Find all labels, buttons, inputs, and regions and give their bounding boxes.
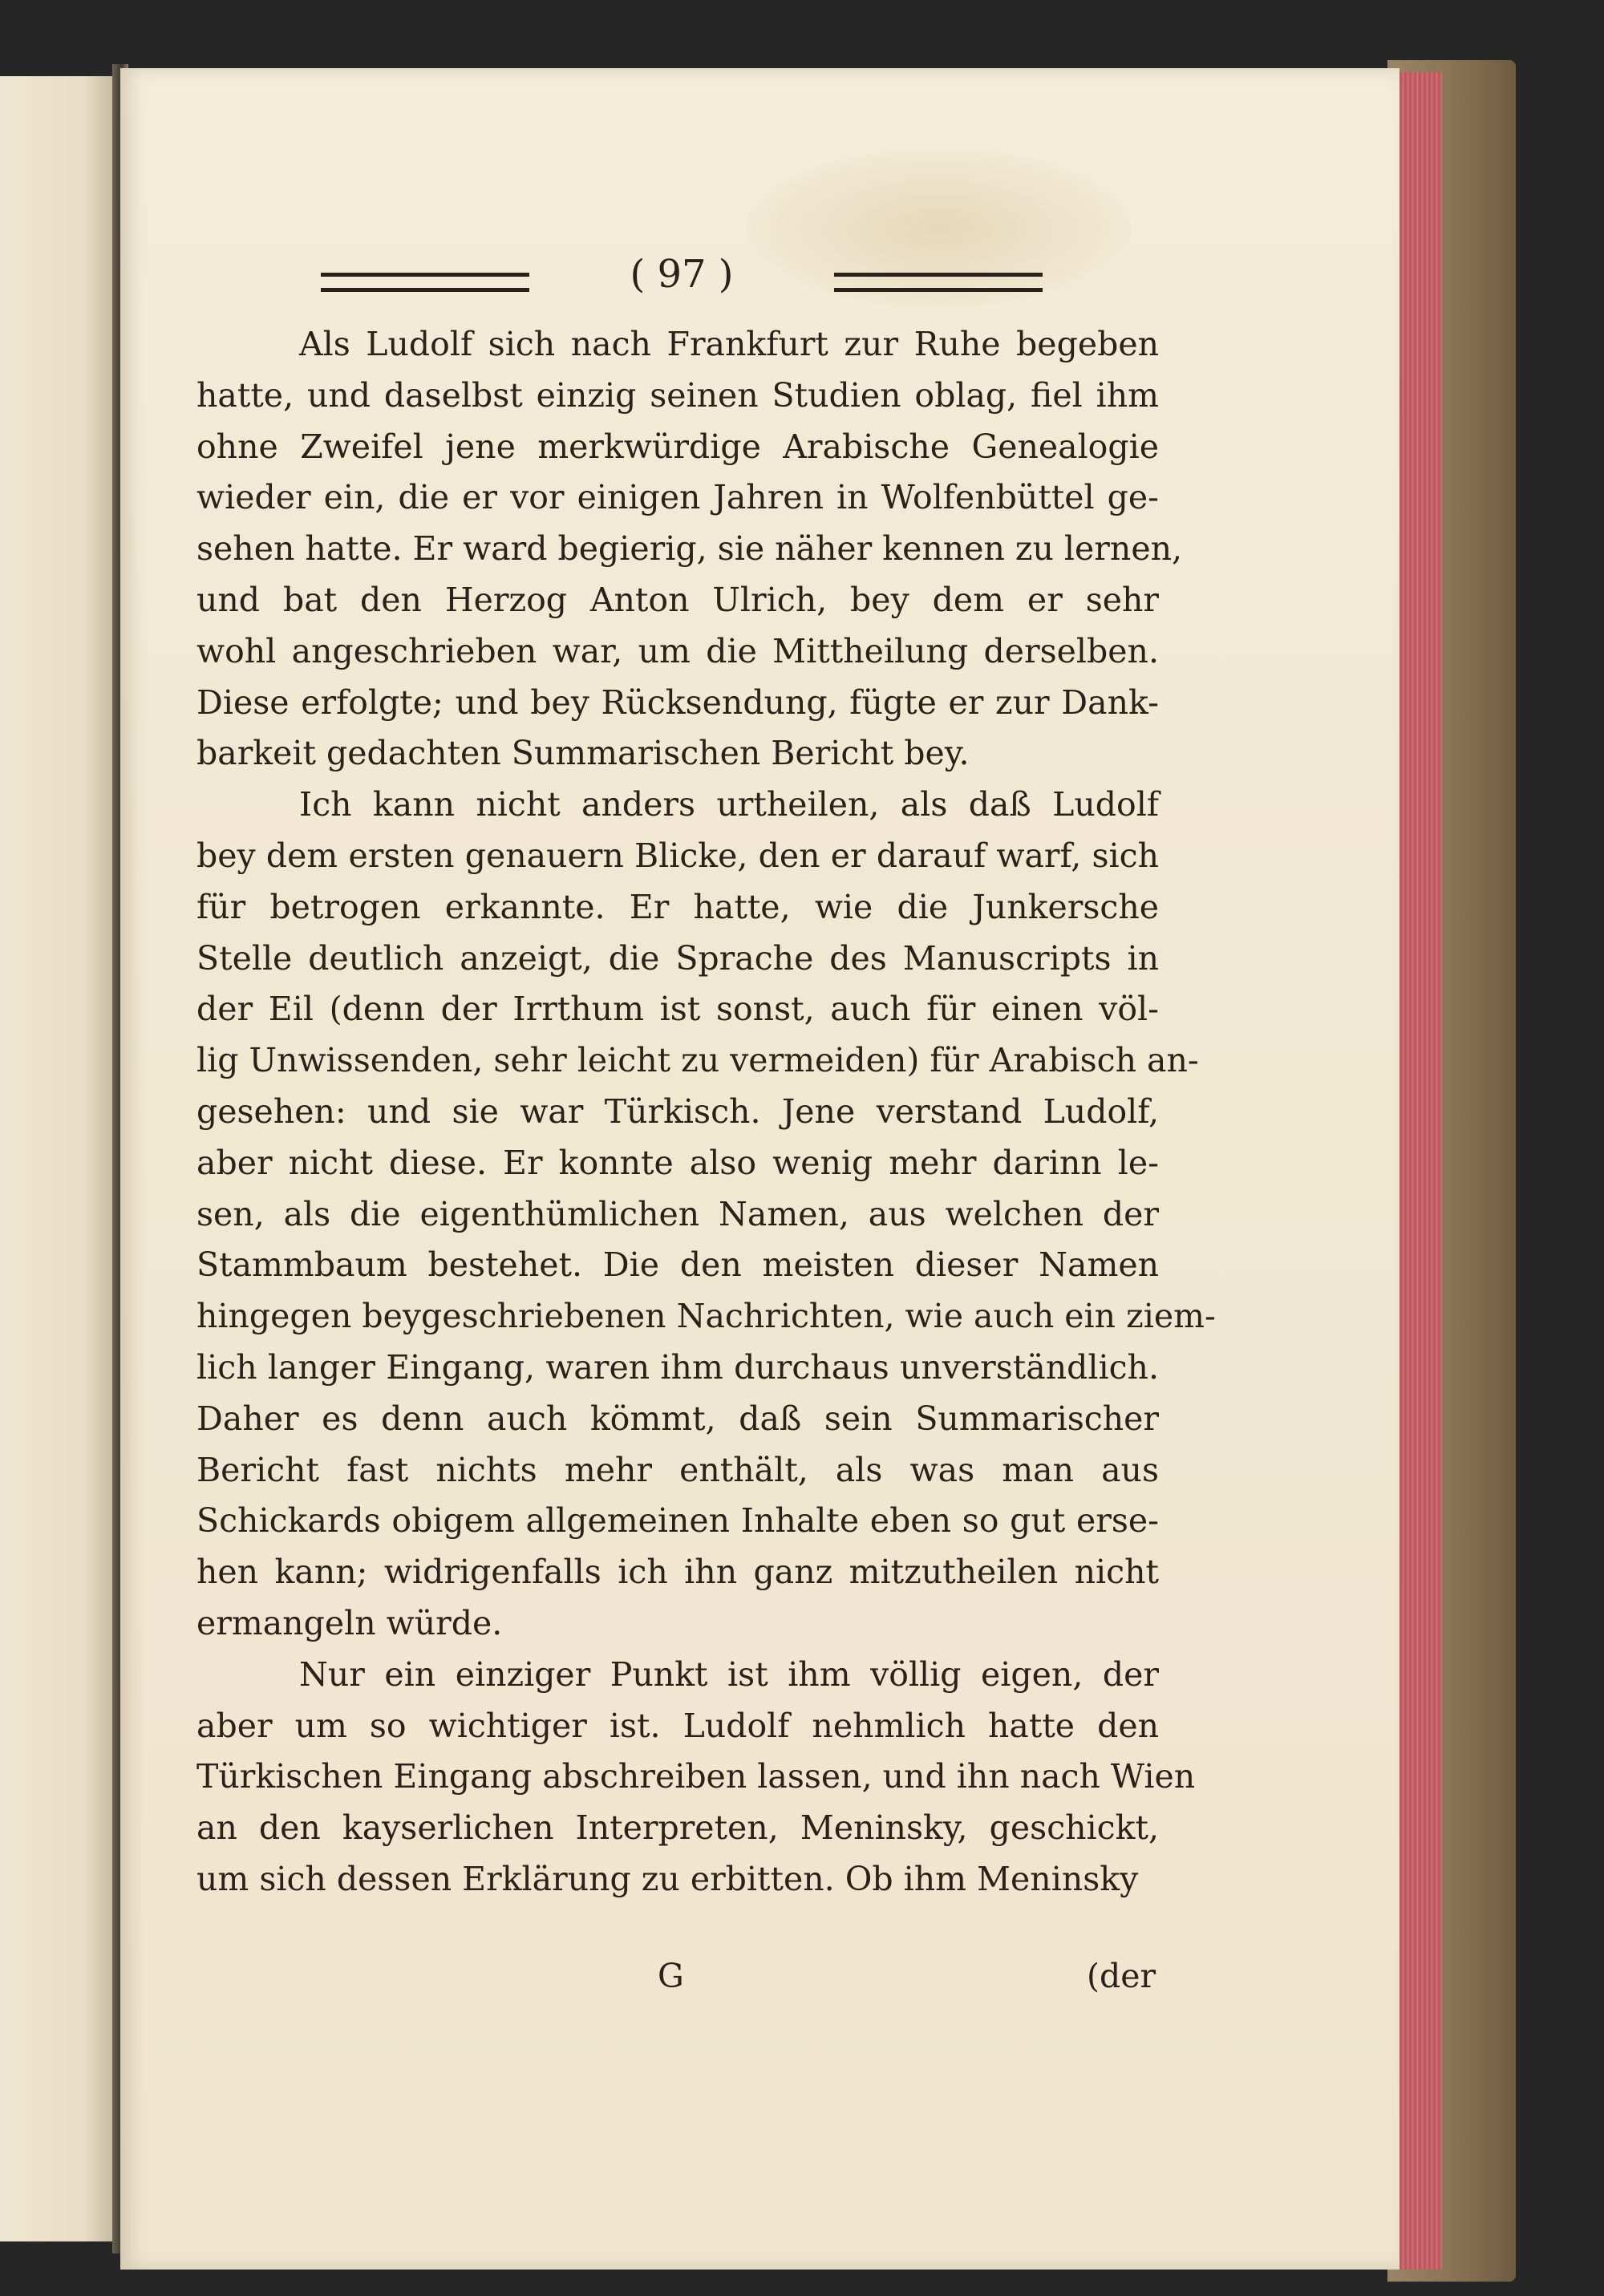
text-line: der Eil (denn der Irrthum ist sonst, auch für einen völ- (196, 990, 1159, 1029)
text-line: lig Unwissenden, sehr leicht zu vermeiden) für Arabisch an- (196, 1041, 1199, 1080)
body-text (196, 319, 1216, 1905)
text-line: um sich dessen Erklärung zu erbitten. Ob ihm Meninsky (196, 1859, 1139, 1898)
text-line: wohl angeschrieben war, um die Mittheilung derselben. (196, 631, 1159, 670)
text-line: und bat den Herzog Anton Ulrich, bey dem er sehr (196, 580, 1159, 619)
text-line: hen kann; widrigenfalls ich ihn ganz mitzutheilen nicht (196, 1553, 1159, 1592)
text-line: aber nicht diese. Er konnte also wenig mehr darinn le- (196, 1143, 1159, 1182)
text-line: lich langer Eingang, waren ihm durchaus unverständlich. (196, 1347, 1159, 1387)
text-line: ohne Zweifel jene merkwürdige Arabische Genealogie (196, 427, 1159, 466)
text-line: aber um so wichtiger ist. Ludolf nehmlich hatte den (196, 1706, 1159, 1745)
text-line: barkeit gedachten Summarischen Bericht bey. (196, 734, 970, 773)
text-line: gesehen: und sie war Türkisch. Jene verstand Ludolf, (196, 1091, 1159, 1131)
text-line: für betrogen erkannte. Er hatte, wie die Junkersche (196, 887, 1159, 926)
text-line: Bericht fast nichts mehr enthält, als was man aus (196, 1450, 1159, 1489)
paragraph (196, 1650, 1196, 1905)
left-page-edge (0, 76, 120, 2241)
text-line: sen, als die eigenthümlichen Namen, aus welchen der (196, 1194, 1159, 1233)
paragraph (196, 319, 1183, 780)
red-page-edges (1394, 72, 1442, 2270)
header-rule-left (321, 273, 529, 292)
catchword: (der (1087, 1957, 1156, 1995)
text-line: hingegen beygeschriebenen Nachrichten, wie auch ein ziem- (196, 1297, 1216, 1336)
text-line: Diese erfolgte; und bey Rücksendung, fügte er zur Dank- (196, 682, 1159, 722)
text-line: Stelle deutlich anzeigt, die Sprache des Manuscripts in (196, 938, 1159, 978)
paragraph (196, 780, 1216, 1650)
text-line: wieder ein, die er vor einigen Jahren in Wolfenbüttel ge- (196, 478, 1159, 517)
text-line: Daher es denn auch kömmt, daß sein Summarischer (196, 1399, 1159, 1438)
text-line: hatte, und daselbst einzig seinen Studien oblag, fiel ihm (196, 375, 1159, 415)
header-rule-right (834, 273, 1043, 292)
text-line: Ich kann nicht anders urtheilen, als daß Ludolf (299, 785, 1159, 824)
text-line: Schickards obigem allgemeinen Inhalte eben so gut erse- (196, 1501, 1159, 1541)
page-header (321, 250, 1043, 298)
text-line: bey dem ersten genauern Blicke, den er darauf warf, sich (196, 836, 1159, 875)
text-line: Türkischen Eingang abschreiben lassen, und ihn nach Wien (196, 1757, 1196, 1796)
page-number: ( 97 ) (630, 252, 734, 297)
text-line: sehen hatte. Er ward begierig, sie näher kennen zu lernen, (196, 529, 1183, 569)
text-line: Als Ludolf sich nach Frankfurt zur Ruhe begeben (299, 325, 1159, 363)
text-line: Nur ein einziger Punkt ist ihm völlig eigen, der (299, 1654, 1159, 1694)
text-line: ermangeln würde. (196, 1603, 503, 1642)
text-line: Stammbaum bestehet. Die den meisten dieser Namen (196, 1245, 1159, 1285)
text-line: an den kayserlichen Interpreten, Meninsky, geschickt, (196, 1808, 1159, 1848)
signature-mark: G (658, 1957, 684, 1995)
